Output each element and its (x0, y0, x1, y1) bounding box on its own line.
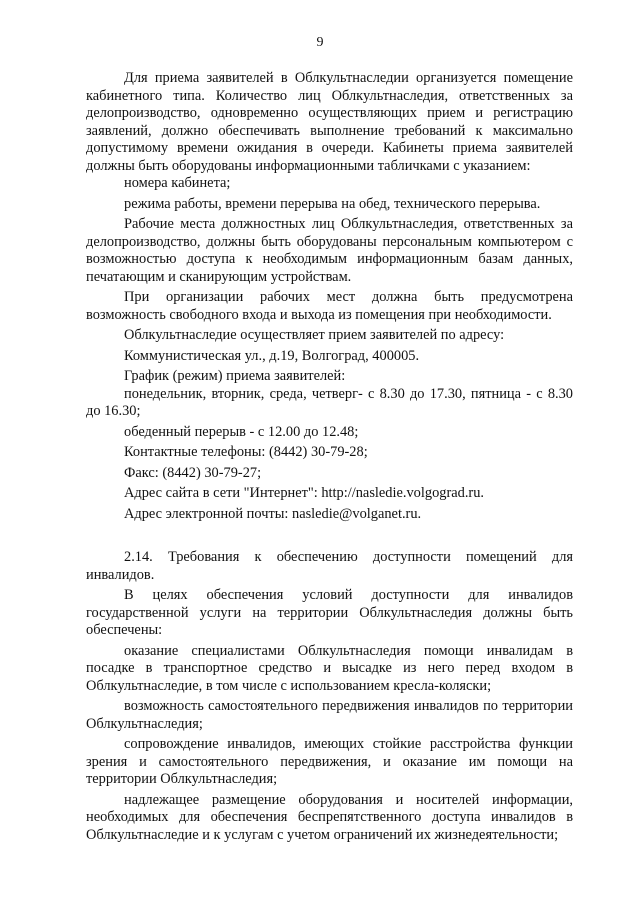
paragraph-reception-address-intro: Облкультнаследие осуществляет прием заявителей по адресу: (124, 327, 505, 343)
document-body (86, 70, 573, 844)
paragraph-reception-room: Для приема заявителей в Облкультнаследии организуется помещение кабинетного типа. Количество лиц Облкультнаследия, ответственных за делопроизводство, одновременно осуществляющих прием и регистрацию заявлений, должно обеспечивать выполнение требований к максимально допустимому времени ожидания в очереди. Кабинеты приема заявителей должны быть оборудованы информационными табличками с указанием: (86, 70, 573, 174)
paragraph-address: Коммунистическая ул., д.19, Волгоград, 400005. (124, 347, 420, 364)
paragraph-fax: Факс: (8442) 30-79-27; (124, 464, 262, 481)
paragraph-lunch-break: обеденный перерыв - с 12.00 до 12.48; (124, 423, 359, 440)
paragraph-schedule-title: График (режим) приема заявителей: (124, 368, 346, 384)
list-item-equipment-placement: надлежащее размещение оборудования и носителей информации, необходимых для обеспечения беспрепятственного доступа инвалидов в Облкультнаследие и к услугам с учетом ограничений их жизнедеятельности; (86, 791, 573, 843)
list-item-room-number: номера кабинета; (124, 175, 231, 191)
paragraph-workplaces: Рабочие места должностных лиц Облкультнаследия, ответственных за делопроизводство, должны быть оборудованы персональным компьютером с возможностью доступа к необходимым информационным базам данных, печатающим и сканирующим устройствам. (86, 216, 573, 285)
paragraph-website: Адрес сайта в сети "Интернет": http://nasledie.volgograd.ru. (124, 485, 485, 501)
paragraph-schedule-days: понедельник, вторник, среда, четверг- с 8.30 до 17.30, пятница - с 8.30 до 16.30; (86, 385, 573, 419)
paragraph-accessibility-intro: В целях обеспечения условий доступности для инвалидов государственной услуги на территории Облкультнаследия должны быть обеспечены: (86, 587, 573, 638)
list-item-independent-movement: возможность самостоятельного передвижения инвалидов по территории Облкультнаследия; (86, 698, 573, 732)
page-number: 9 (316, 35, 324, 50)
paragraph-free-access: При организации рабочих мест должна быть предусмотрена возможность свободного входа и выхода из помещения при необходимости. (86, 289, 573, 323)
section-heading-2-14: 2.14. Требования к обеспечению доступности помещений для инвалидов. (86, 549, 573, 583)
list-item-work-schedule: режима работы, времени перерыва на обед, технического перерыва. (124, 195, 541, 212)
paragraph-phones: Контактные телефоны: (8442) 30-79-28; (124, 444, 368, 460)
paragraph-email: Адрес электронной почты: nasledie@volganet.ru. (124, 505, 422, 522)
list-item-escort: сопровождение инвалидов, имеющих стойкие расстройства функции зрения и самостоятельного передвижения, и оказание им помощи на территории Облкультнаследия; (86, 736, 573, 787)
list-item-assistance-boarding: оказание специалистами Облкультнаследия помощи инвалидам в посадке в транспортное средство и высадке из него перед входом в Облкультнаследие, в том числе с использованием кресла-коляски; (86, 642, 573, 694)
